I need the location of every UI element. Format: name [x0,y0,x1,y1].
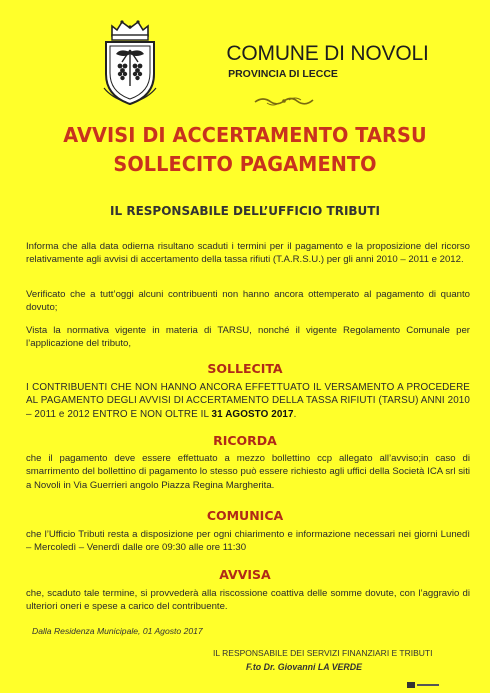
place-and-date: Dalla Residenza Municipale, 01 Agosto 2017 [32,626,203,636]
section-heading-ricorda: RICORDA [213,433,277,448]
section-heading-comunica: COMUNICA [206,508,284,523]
sollecita-end: . [293,408,297,420]
province-name: PROVINCIA DI LECCE [228,68,338,80]
avvisa-paragraph: che, scaduto tale termine, si provvederà alla riscossione coattiva delle somme dovute, con l’aggravio di ulteriori oneri e spese a carico del contribuente. [26,588,470,613]
issuer-heading: IL RESPONSABILE DELL’UFFICIO TRIBUTI [110,203,380,218]
payment-deadline: 31 AGOSTO 2017 [211,408,294,420]
sollecita-paragraph [26,381,470,421]
section-heading-sollecita: SOLLECITA [207,361,283,376]
ricorda-paragraph: che il pagamento deve essere effettuato a mezzo bollettino ccp allegato all’avviso;in caso di smarrimento del bollettino di pagamento lo stesso può essere richiesto agli uffici della Società ICA srl siti a Novoli in Via Guerrieri angolo Piazza Regina Margherita. [26,453,470,491]
municipality-name: COMUNE DI NOVOLI [226,42,429,65]
sub-title: SOLLECITO PAGAMENTO [113,152,377,176]
section-heading-avvisa: AVVISA [219,567,271,582]
comunica-paragraph: che l’Ufficio Tributi resta a disposizione per ogni chiarimento e informazione necessari nei giorni Lunedì – Mercoledì – Venerdì dalle ore 09:30 alle ore 11:30 [26,529,470,554]
intro-paragraph-3: Vista la normativa vigente in materia di TARSU, nonché il vigente Regolamento Comunale per l’applicazione del tributo, [26,325,470,350]
sollecita-text: I CONTRIBUENTI CHE NON HANNO ANCORA EFFETTUATO IL VERSAMENTO A PROCEDERE AL PAGAMENTO DEGLI AVVISI DI ACCERTAMENTO DELLA TASSA RIFIUTI (TARSU) ANNI 2010 – 2011 e 2012 ENTRO E NON OLTRE IL [26,382,470,420]
main-title: AVVISI DI ACCERTAMENTO TARSU [63,123,427,147]
intro-paragraph-1: Informa che alla data odierna risultano scaduti i termini per il pagamento e la proposizione del ricorso relativamente agli avvisi di accertamento della tassa rifiuti (T.A.R.S.U.) per gli anni 2010 – 2011 e 2012. [26,241,470,266]
signatory-name: F.to Dr. Giovanni LA VERDE [246,662,362,672]
flourish-ornament-icon [253,94,315,108]
signatory-role: IL RESPONSABILE DEI SERVIZI FINANZIARI E TRIBUTI [213,648,433,658]
printer-logo-icon [407,681,441,689]
intro-paragraph-2: Verificato che a tutt’oggi alcuni contribuenti non hanno ancora ottemperato al pagamento di quanto dovuto; [26,289,470,314]
